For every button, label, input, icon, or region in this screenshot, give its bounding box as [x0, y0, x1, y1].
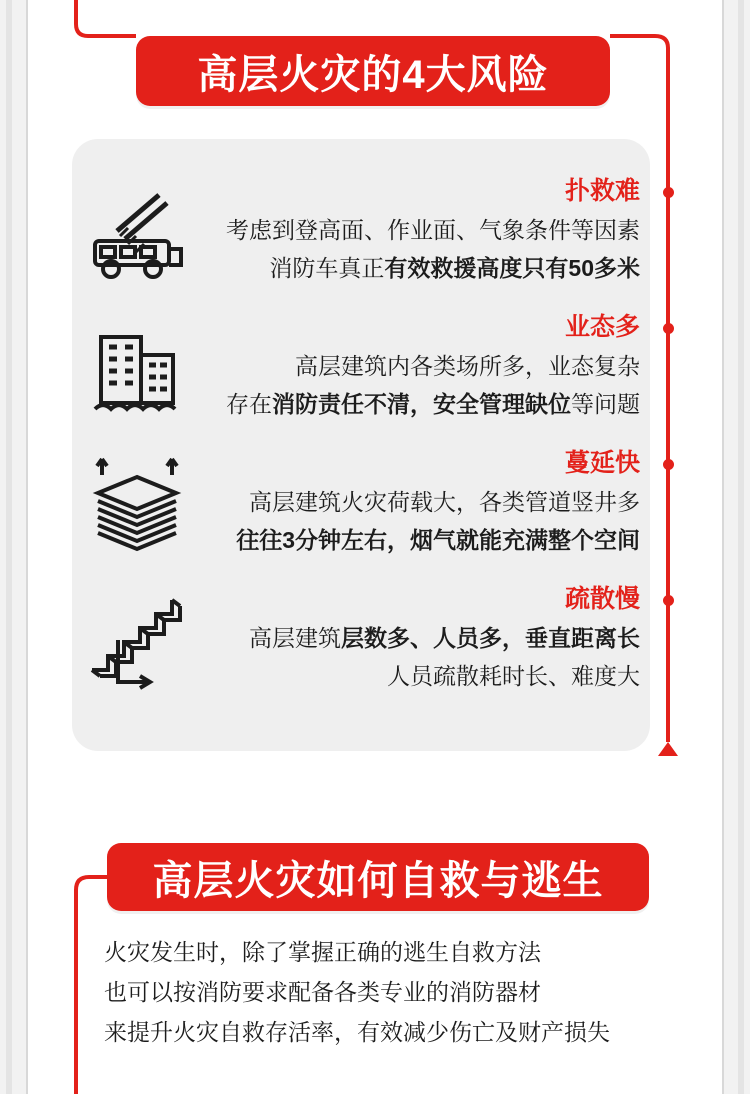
risk-title-1: 业态多 [564, 313, 640, 341]
risk-marker-dot-1 [663, 323, 674, 334]
risk-item-0 [72, 175, 650, 295]
escape-paragraph-line-1: 也可以按消防要求配备各类专业的消防器材 [104, 979, 541, 1005]
left-rail-line [26, 0, 28, 1094]
left-rail-inner-stripe [6, 0, 12, 1094]
risk-line-1-1-strong: 消防责任不清，安全管理缺位 [272, 391, 571, 417]
risk-marker-dot-0 [663, 187, 674, 198]
escape-heading-text: 高层火灾如何自救与逃生 [152, 858, 604, 903]
risk-line-3-0 [202, 619, 640, 657]
risks-heading-text: 高层火灾的4大风险 [197, 52, 549, 97]
escape-heading-banner [107, 843, 649, 911]
risk-line-2-1 [202, 521, 640, 559]
risk-item-2 [72, 447, 650, 567]
right-rail-line [722, 0, 724, 1094]
risk-line-0-0: 考虑到登高面、作业面、气象条件等因素 [226, 217, 640, 243]
risk-line-2-1-strong: 往往3分钟左右，烟气就能充满整个空间 [236, 527, 640, 553]
page-left-rail [0, 0, 28, 1094]
risk-title-3: 疏散慢 [564, 585, 640, 613]
risk-line-1-0: 高层建筑内各类场所多，业态复杂 [295, 353, 640, 379]
risk-item-3 [72, 583, 650, 703]
risk-text-1 [202, 311, 650, 423]
risk-text-2 [202, 447, 650, 559]
risk-line-3-0-pre: 高层建筑 [249, 625, 341, 651]
high-rise-buildings-icon [72, 311, 202, 431]
escape-paragraph-line-0: 火灾发生时，除了掌握正确的逃生自救方法 [104, 939, 541, 965]
stacked-floors-icon [72, 447, 202, 567]
risks-card [72, 139, 650, 751]
escape-paragraph-line-2: 来提升火灾自救存活率，有效减少伤亡及财产损失 [104, 1019, 610, 1045]
risk-title-2: 蔓延快 [564, 449, 640, 477]
page-right-rail [722, 0, 750, 1094]
risk-line-1-1-post: 等问题 [571, 391, 640, 417]
risk-title-0: 扑救难 [564, 177, 640, 205]
risk-text-3 [202, 583, 650, 695]
fire-truck-ladder-icon [72, 175, 202, 295]
risks-heading-banner [136, 36, 610, 106]
risk-line-2-0: 高层建筑火灾荷载大，各类管道竖井多 [249, 489, 640, 515]
risk-line-1-1-pre: 存在 [226, 391, 272, 417]
risk-line-3-1: 人员疏散耗时长、难度大 [387, 663, 640, 689]
risk-line-0-1-pre: 消防车真正 [269, 255, 385, 281]
risk-line-0-1 [202, 249, 640, 287]
risk-line-1-1 [202, 385, 640, 423]
risk-item-1 [72, 311, 650, 431]
risk-text-0 [202, 175, 650, 287]
escape-paragraph [104, 932, 664, 1052]
risk-line-0-1-strong: 有效救援高度只有50多米 [384, 255, 640, 281]
risk-marker-dot-2 [663, 459, 674, 470]
risk-marker-dot-3 [663, 595, 674, 606]
staircase-icon [72, 583, 202, 703]
risk-line-3-0-strong: 层数多、人员多，垂直距离长 [341, 625, 640, 651]
right-rail-inner-stripe [738, 0, 744, 1094]
